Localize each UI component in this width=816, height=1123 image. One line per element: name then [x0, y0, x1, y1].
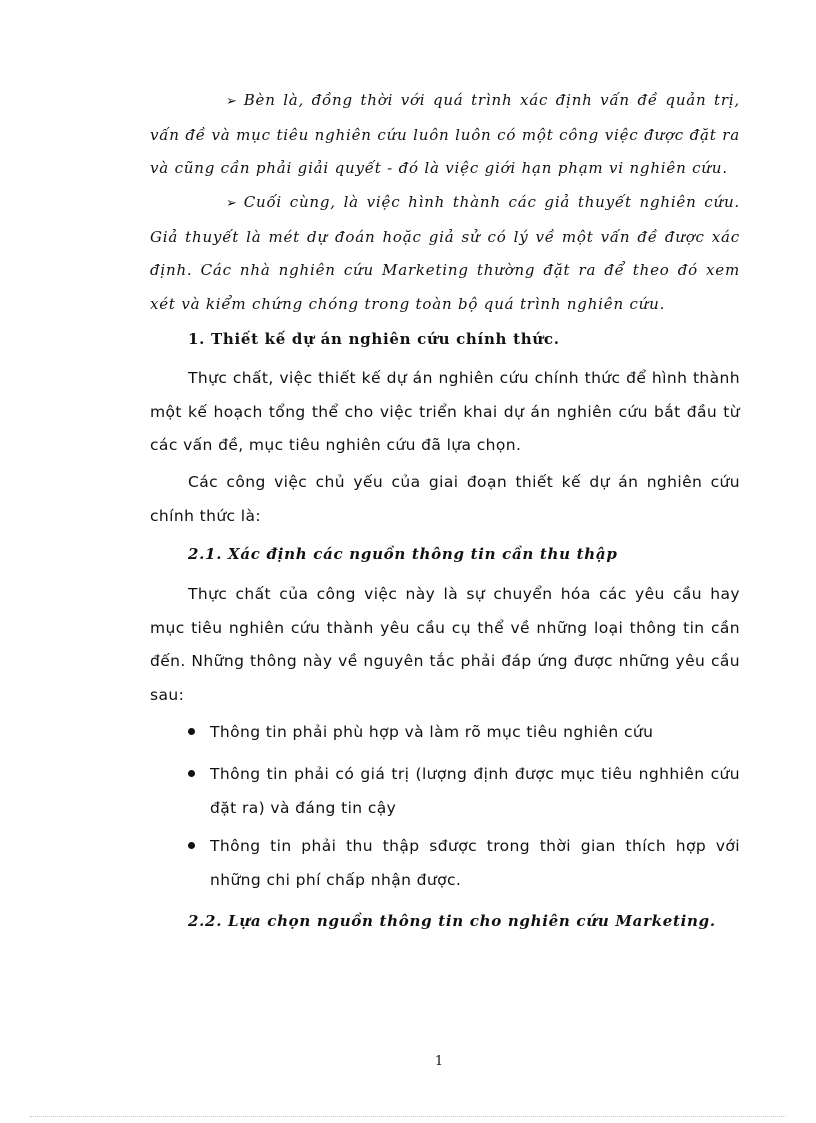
- requirement-list-item: [188, 758, 740, 825]
- section-1-paragraph-1: [150, 362, 740, 463]
- bullet-dot-icon: [188, 842, 195, 849]
- page-number: 1: [434, 1054, 444, 1069]
- section-1-paragraph-2: [150, 466, 740, 533]
- section-1-heading: 1. Thiết kế dự án nghiên cứu chính thức.: [188, 330, 560, 348]
- bullet-dot-icon: [188, 728, 195, 735]
- arrow-bullet-icon: ➢: [226, 94, 238, 109]
- requirement-list-item: [188, 830, 740, 897]
- intro-text-hypothesis: Cuối cùng, là việc hình thành các giả thuyết nghiên cứu. Giả thuyết là mét dự đoán hoặc giả sử có lý về một vấn đề được xác định. Các nhà nghiên cứu Marketing thường đặt ra để theo đó xem xét và kiểm chứng chóng trong toàn bộ quá trình nghiên cứu.: [150, 193, 740, 313]
- arrow-bullet-icon: ➢: [226, 196, 238, 211]
- section-2-1-para-text: Thực chất của công việc này là sự chuyển hóa các yêu cầu hay mục tiêu nghiên cứu thành yêu cầu cụ thể về những loại thông tin cần đến. Những thông này về nguyên tắc phải đáp ứng được những yêu cầu sau:: [150, 585, 740, 704]
- requirement-text-2: Thông tin phải có giá trị (lượng định được mục tiêu nghhiên cứu đặt ra) và đáng tin cậy: [210, 765, 740, 817]
- intro-paragraph-hypothesis: [150, 186, 740, 321]
- intro-paragraph-scope: [150, 84, 740, 186]
- page-bottom-divider: [30, 1116, 786, 1117]
- section-2-1-heading: 2.1. Xác định các nguồn thông tin cần thu thập: [188, 545, 618, 563]
- requirement-text-3: Thông tin phải thu thập sđược trong thời gian thích hợp với những chi phí chấp nhận được.: [210, 837, 740, 889]
- requirement-list-item: [188, 716, 740, 750]
- section-1-para-2-text: Các công việc chủ yếu của giai đoạn thiết kế dự án nghiên cứu chính thức là:: [150, 473, 740, 525]
- requirement-text-1: Thông tin phải phù hợp và làm rõ mục tiêu nghiên cứu: [210, 723, 654, 741]
- intro-text-scope: Bèn là, đồng thời với quá trình xác định vấn đề quản trị, vấn đề và mục tiêu nghiên cứu luôn luôn có một công việc được đặt ra và cũng cần phải giải quyết - đó là việc giới hạn phạm vi nghiên cứu.: [150, 91, 740, 177]
- bullet-dot-icon: [188, 770, 195, 777]
- section-1-para-1-text: Thực chất, việc thiết kế dự án nghiên cứu chính thức để hình thành một kế hoạch tổng thể cho việc triển khai dự án nghiên cứu bắt đầu từ các vấn đề, mục tiêu nghiên cứu đã lựa chọn.: [150, 369, 740, 454]
- section-2-1-paragraph: [150, 578, 740, 712]
- section-2-2-heading: 2.2. Lựa chọn nguồn thông tin cho nghiên cứu Marketing.: [188, 912, 716, 930]
